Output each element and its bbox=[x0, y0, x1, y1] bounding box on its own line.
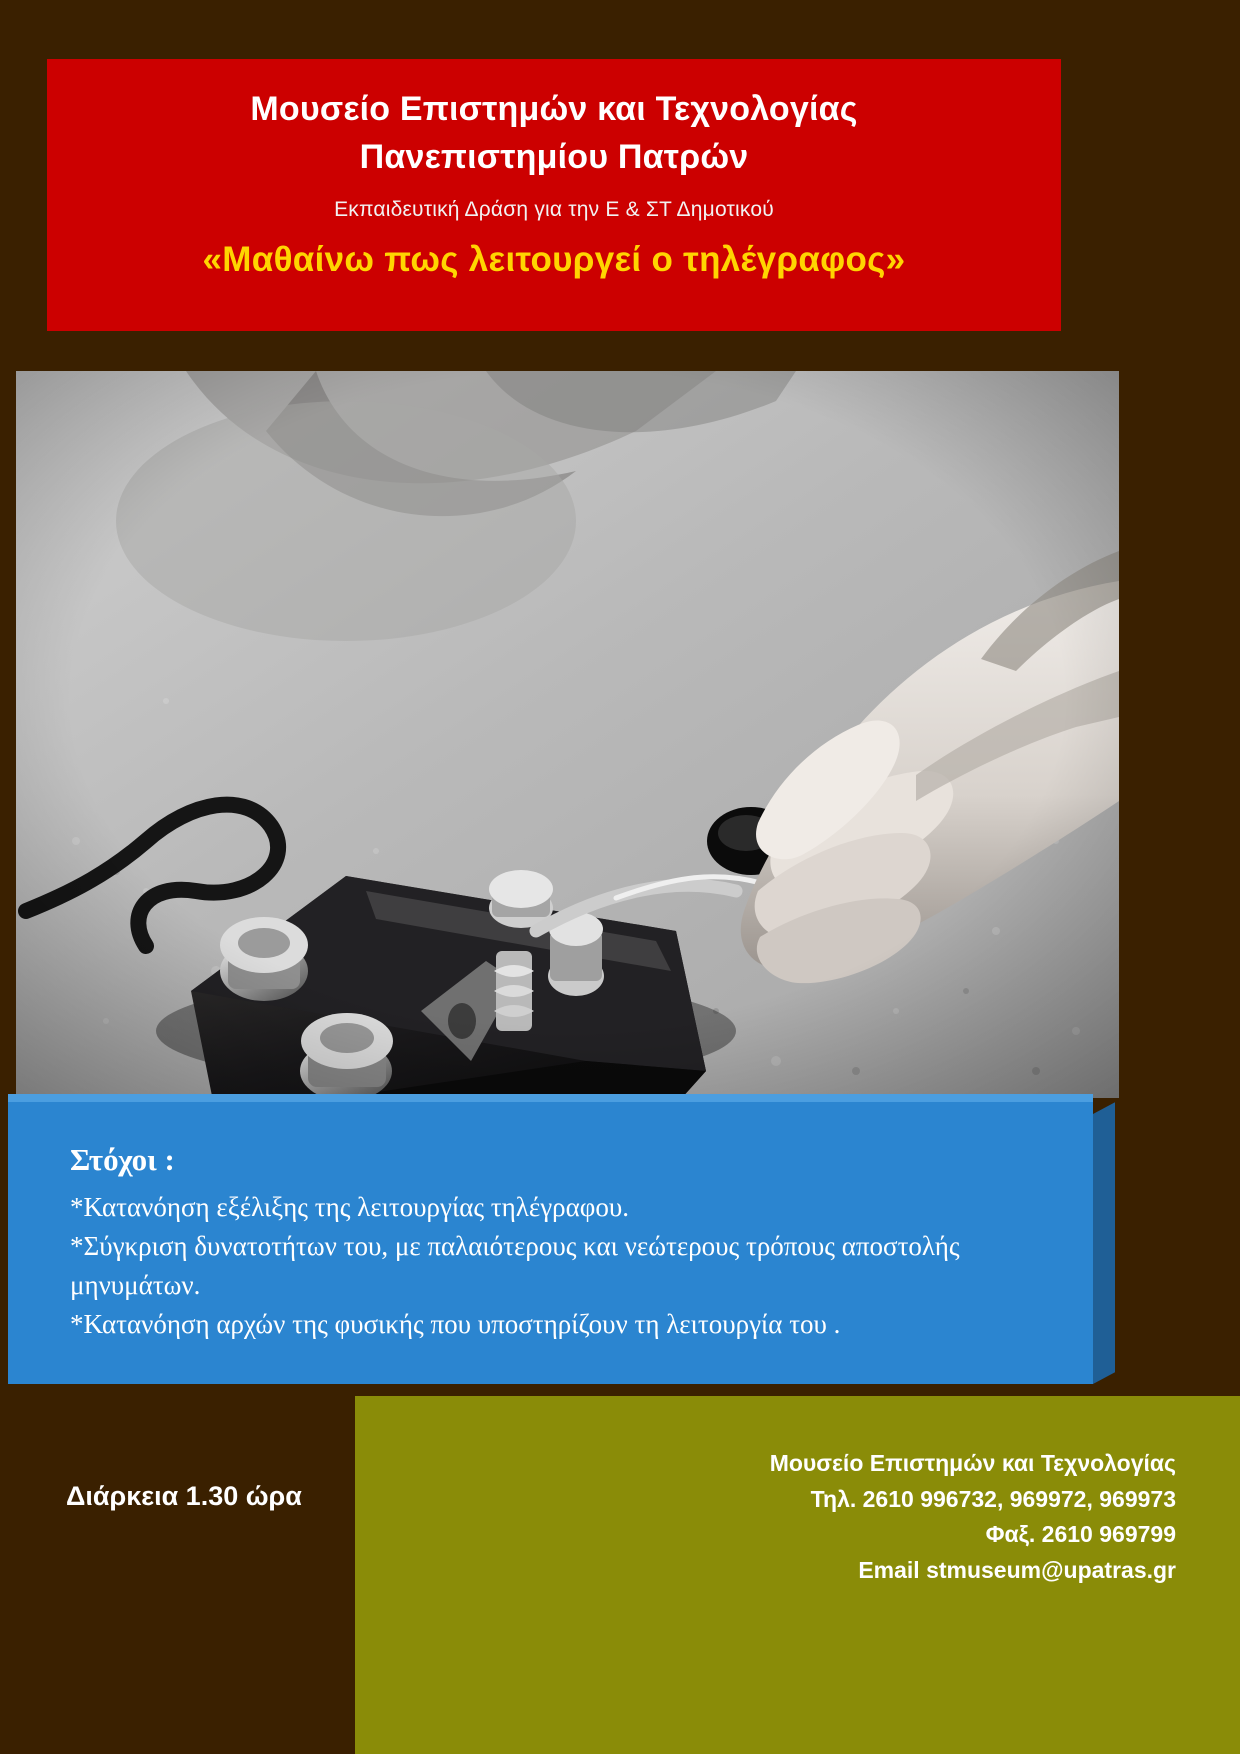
objectives-band bbox=[8, 1102, 1093, 1384]
blue-band-side-edge bbox=[1093, 1102, 1115, 1384]
contact-phone: Τηλ. 2610 996732, 969972, 969973 bbox=[810, 1485, 1176, 1512]
contact-email: Email stmuseum@upatras.gr bbox=[858, 1556, 1176, 1583]
objective-item: *Σύγκριση δυνατοτήτων του, με παλαιότερους και νεώτερους τρόπους αποστολής μηνυμάτων. bbox=[70, 1231, 960, 1301]
contact-museum-name: Μουσείο Επιστημών και Τεχνολογίας bbox=[769, 1450, 1176, 1476]
header-banner bbox=[47, 59, 1061, 331]
header-subtitle: Εκπαιδευτική Δράση για την Ε & ΣΤ Δημοτικού bbox=[334, 197, 774, 221]
contact-fax: Φαξ. 2610 969799 bbox=[985, 1521, 1176, 1548]
objectives-title: Στόχοι : bbox=[70, 1142, 175, 1177]
contact-band bbox=[355, 1396, 1240, 1754]
header-title-line2: Πανεπιστημίου Πατρών bbox=[359, 138, 749, 177]
duration-label: Διάρκεια 1.30 ώρα bbox=[66, 1481, 302, 1511]
telegraph-photo-illustration bbox=[16, 371, 1119, 1098]
footer-left-panel bbox=[0, 1384, 395, 1754]
header-title-line1: Μουσείο Επιστημών και Τεχνολογίας bbox=[250, 90, 858, 128]
objective-item: *Κατανόηση αρχών της φυσικής που υποστηρίζουν τη λειτουργία του . bbox=[70, 1309, 841, 1340]
objective-item: *Κατανόηση εξέλιξης της λειτουργίας τηλέγραφου. bbox=[70, 1192, 629, 1222]
header-quote-title: «Μαθαίνω πως λειτουργεί ο τηλέγραφος» bbox=[202, 239, 906, 279]
telegraph-photo bbox=[16, 371, 1119, 1098]
